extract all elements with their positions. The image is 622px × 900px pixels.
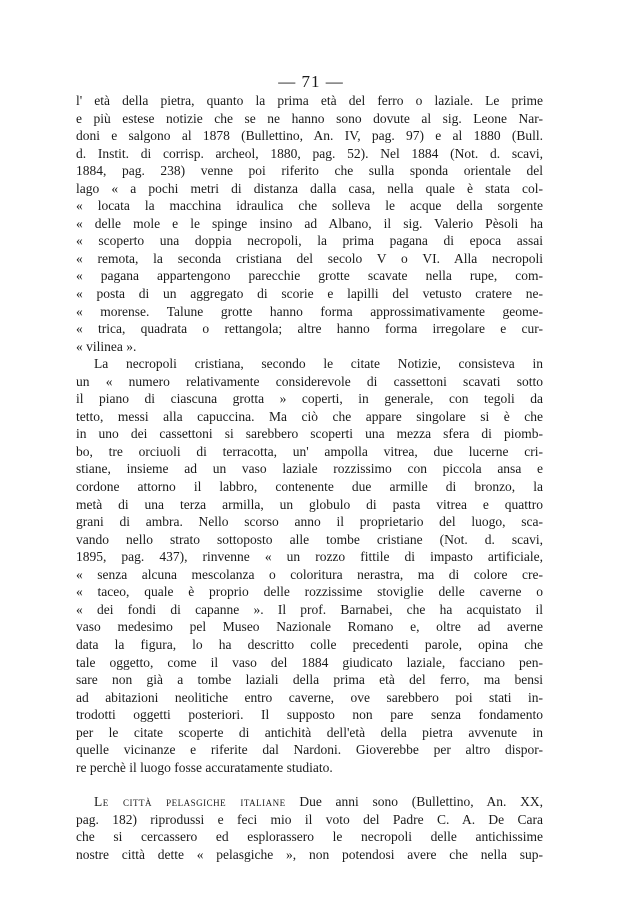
- text-line: metà di una terza armilla, un globulo di pasta vitrea e quattro: [76, 496, 543, 512]
- text-line: tetto, messi alla capuccina. Ma ciò che appare singolare si è che: [76, 408, 543, 424]
- text-line: doni e salgono al 1878 (Bullettino, An. IV, pag. 97) e al 1880 (Bull.: [76, 128, 543, 144]
- text-line: « morense. Talune grotte hanno forma approssimativamente geome-: [76, 303, 543, 319]
- text-line: « vilinea ».: [76, 338, 137, 354]
- paragraph-spacer: [76, 776, 543, 793]
- text-line: nostre città dette « pelasgiche », non potendosi avere che nella sup-: [76, 846, 543, 862]
- text-line: pag. 182) riprodussi e feci mio il voto del Padre C. A. De Cara: [76, 811, 543, 827]
- text-line: « taceo, quale è proprio delle rozzissime stoviglie delle caverne o: [76, 584, 543, 600]
- text-line: « dei fondi di capanne ». Il prof. Barnabei, che ha acquistato il: [76, 601, 543, 617]
- text-line: data la figura, lo ha descritto colle precedenti parole, opina che: [76, 636, 543, 652]
- text-line: « trica, quadrata o rettangola; altre hanno forma irregolare e cur-: [76, 321, 543, 337]
- text-line: l' età della pietra, quanto la prima età del ferro o laziale. Le prime: [76, 93, 543, 108]
- text-line: « posta di un aggregato di scorie e lapilli del vetusto cratere ne-: [76, 286, 543, 302]
- text-line: trodotti oggetti posteriori. Il supposto non pare senza fondamento: [76, 707, 543, 723]
- text-line: cordone attorno il labbro, contenente due armille di bronzo, la: [76, 479, 543, 495]
- text-line: [76, 793, 543, 811]
- text-line: sare non già a tombe laziali della prima età del ferro, ma bensi: [76, 672, 543, 688]
- paragraph: [76, 793, 543, 863]
- text-line: e più estese notizie che se ne hanno sono dovute al sig. Leone Nar-: [76, 110, 543, 126]
- text-line: grani di ambra. Nello scorso anno il proprietario del luogo, sca-: [76, 514, 543, 530]
- text-line: quelle vicinanze e riferite dal Nardoni. Gioverebbe per altro dispor-: [76, 742, 543, 758]
- text-line: « senza alcuna mescolanza o coloritura nerastra, ma di colore cre-: [76, 566, 543, 582]
- text-line: vando nello strato sottoposto alle tombe cristiane (Not. d. scavi,: [76, 531, 543, 547]
- text-line: « pagana appartengono parecchie grotte scavate nella rupe, com-: [76, 268, 543, 284]
- text-line: re perchè il luogo fosse accuratamente studiato.: [76, 759, 333, 775]
- text-line: 1895, pag. 437), rinvenne « un rozzo fittile di impasto artificiale,: [76, 549, 543, 565]
- line-text: Due anni sono (Bullettino, An. XX,: [299, 794, 543, 810]
- text-line: 1884, pag. 238) venne poi riferito che sulla sponda orientale del: [76, 163, 543, 179]
- text-line: stiane, insieme ad un vaso laziale rozzissimo con piccola ansa e: [76, 461, 543, 477]
- text-line: La necropoli cristiana, secondo le citate Notizie, consisteva in: [94, 356, 543, 372]
- text-line: d. Instit. di corrisp. archeol, 1880, pag. 52). Nel 1884 (Not. d. scavi,: [76, 145, 543, 161]
- text-line: ad abitazioni neolitiche entro caverne, ove sarebbero poi stati in-: [76, 689, 543, 705]
- text-line: « scoperto una doppia necropoli, la prima pagana di epoca assai: [76, 233, 543, 249]
- text-line: bo, tre orciuoli di terracotta, un' ampolla vitrea, due lucerne cri-: [76, 443, 543, 459]
- page-number: — 71 —: [278, 72, 344, 91]
- text-line: lago « a pochi metri di distanza dalla casa, nella quale è stata col-: [76, 180, 543, 196]
- text-line: in uno dei cassettoni si sarebbero scoperti una mezza sfera di piomb-: [76, 426, 543, 442]
- text-line: che si cercassero ed esplorassero le necropoli delle antichissime: [76, 829, 543, 845]
- text-line: vaso medesimo pel Museo Nazionale Romano e, oltre ad averne: [76, 619, 543, 635]
- text-line: per le citate scoperte di antichità dell'età della pietra avvenute in: [76, 724, 543, 740]
- text-line: « remota, la seconda cristiana del secolo V o VI. Alla necropoli: [76, 250, 543, 266]
- text-line: tale oggetto, come il vaso del 1884 giudicato laziale, facciano pen-: [76, 654, 543, 670]
- paragraph: [76, 355, 543, 776]
- paragraph: [76, 92, 543, 355]
- text-line: « delle mole e le spinge insino ad Albano, il sig. Valerio Pèsoli ha: [76, 215, 543, 231]
- section-heading: Le città pelasgiche italiane: [94, 794, 286, 810]
- text-line: il piano di ciascuna grotta » coperti, in generale, con tegoli da: [76, 391, 543, 407]
- body-text: [76, 92, 543, 864]
- text-line: un « numero relativamente considerevole di cassettoni scavati sotto: [76, 373, 543, 389]
- text-line: « locata la macchina idraulica che solleva le acque della sorgente: [76, 198, 543, 214]
